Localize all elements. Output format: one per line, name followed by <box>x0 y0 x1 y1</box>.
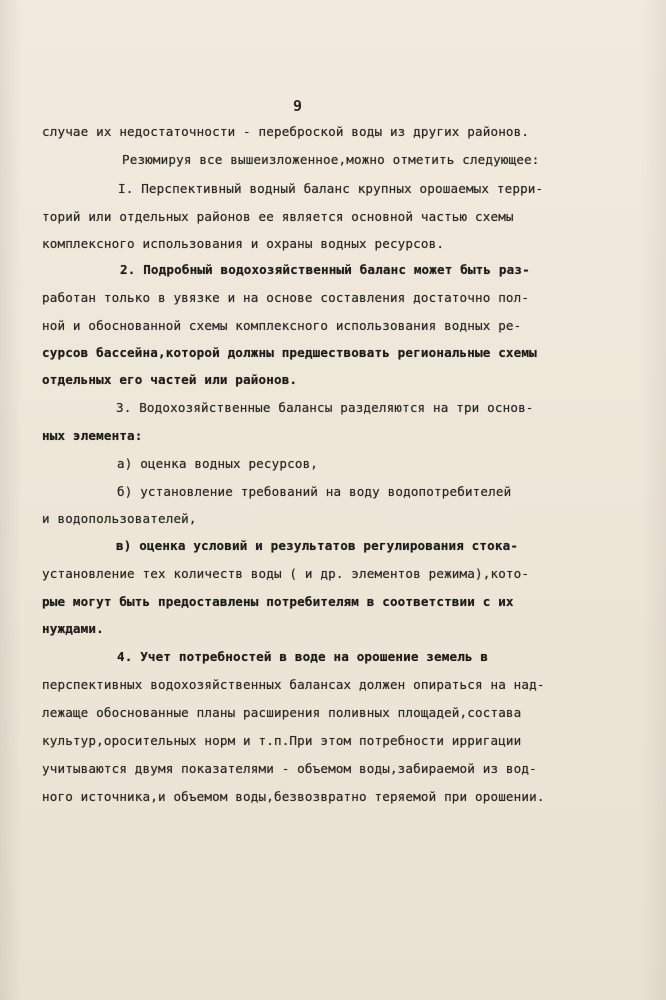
text-line: нуждами. <box>42 621 104 636</box>
text-line: торий или отдельных районов ее является основной частью схемы <box>42 209 514 224</box>
text-line: сурсов бассейна,которой должны предшествовать региональные схемы <box>42 345 537 360</box>
text-line: работан только в увязке и на основе составления достаточно пол- <box>42 290 530 305</box>
text-line: в) оценка условий и результатов регулирования стока- <box>116 538 519 553</box>
text-line: комплексного использования и охраны водных ресурсов. <box>42 236 445 251</box>
text-line: ного источника,и объемом воды,безвозвратно теряемой при орошении. <box>42 789 545 804</box>
text-line: культур,оросительных норм и т.п.При этом потребности ирригации <box>42 733 522 748</box>
text-line: б) установление требований на воду водопотребителей <box>117 484 512 499</box>
text-line: и водопользователей, <box>42 511 197 526</box>
text-line: рые могут быть предоставлены потребителям в соответствии с их <box>42 594 514 609</box>
text-line: перспективных водохозяйственных балансах должен опираться на над- <box>42 677 545 692</box>
text-line: 2. Подробный водохозяйственный баланс может быть раз- <box>120 262 530 277</box>
text-line: ных элемента: <box>42 428 143 443</box>
text-line: установление тех количеств воды ( и др. элементов режима),кото- <box>42 566 530 581</box>
text-line: случае их недостаточности - переброской воды из других районов. <box>42 124 530 139</box>
text-line: а) оценка водных ресурсов, <box>117 456 319 471</box>
text-line: 3. Водохозяйственные балансы разделяются на три основ- <box>116 400 534 415</box>
text-line: лежаще обоснованные планы расширения поливных площадей,состава <box>42 705 522 720</box>
text-line: I. Перспективный водный баланс крупных орошаемых терри- <box>118 181 544 196</box>
text-line: ной и обоснованной схемы комплексного использования водных ре- <box>42 318 522 333</box>
text-line: учитываются двумя показателями - объемом воды,забираемой из вод- <box>42 761 537 776</box>
text-line: 4. Учет потребностей в воде на орошение земель в <box>117 649 489 664</box>
text-line: Резюмируя все вышеизложенное,можно отметить следующее: <box>122 152 540 167</box>
text-line: отдельных его частей или районов. <box>42 372 298 387</box>
page-number: 9 <box>293 97 303 115</box>
